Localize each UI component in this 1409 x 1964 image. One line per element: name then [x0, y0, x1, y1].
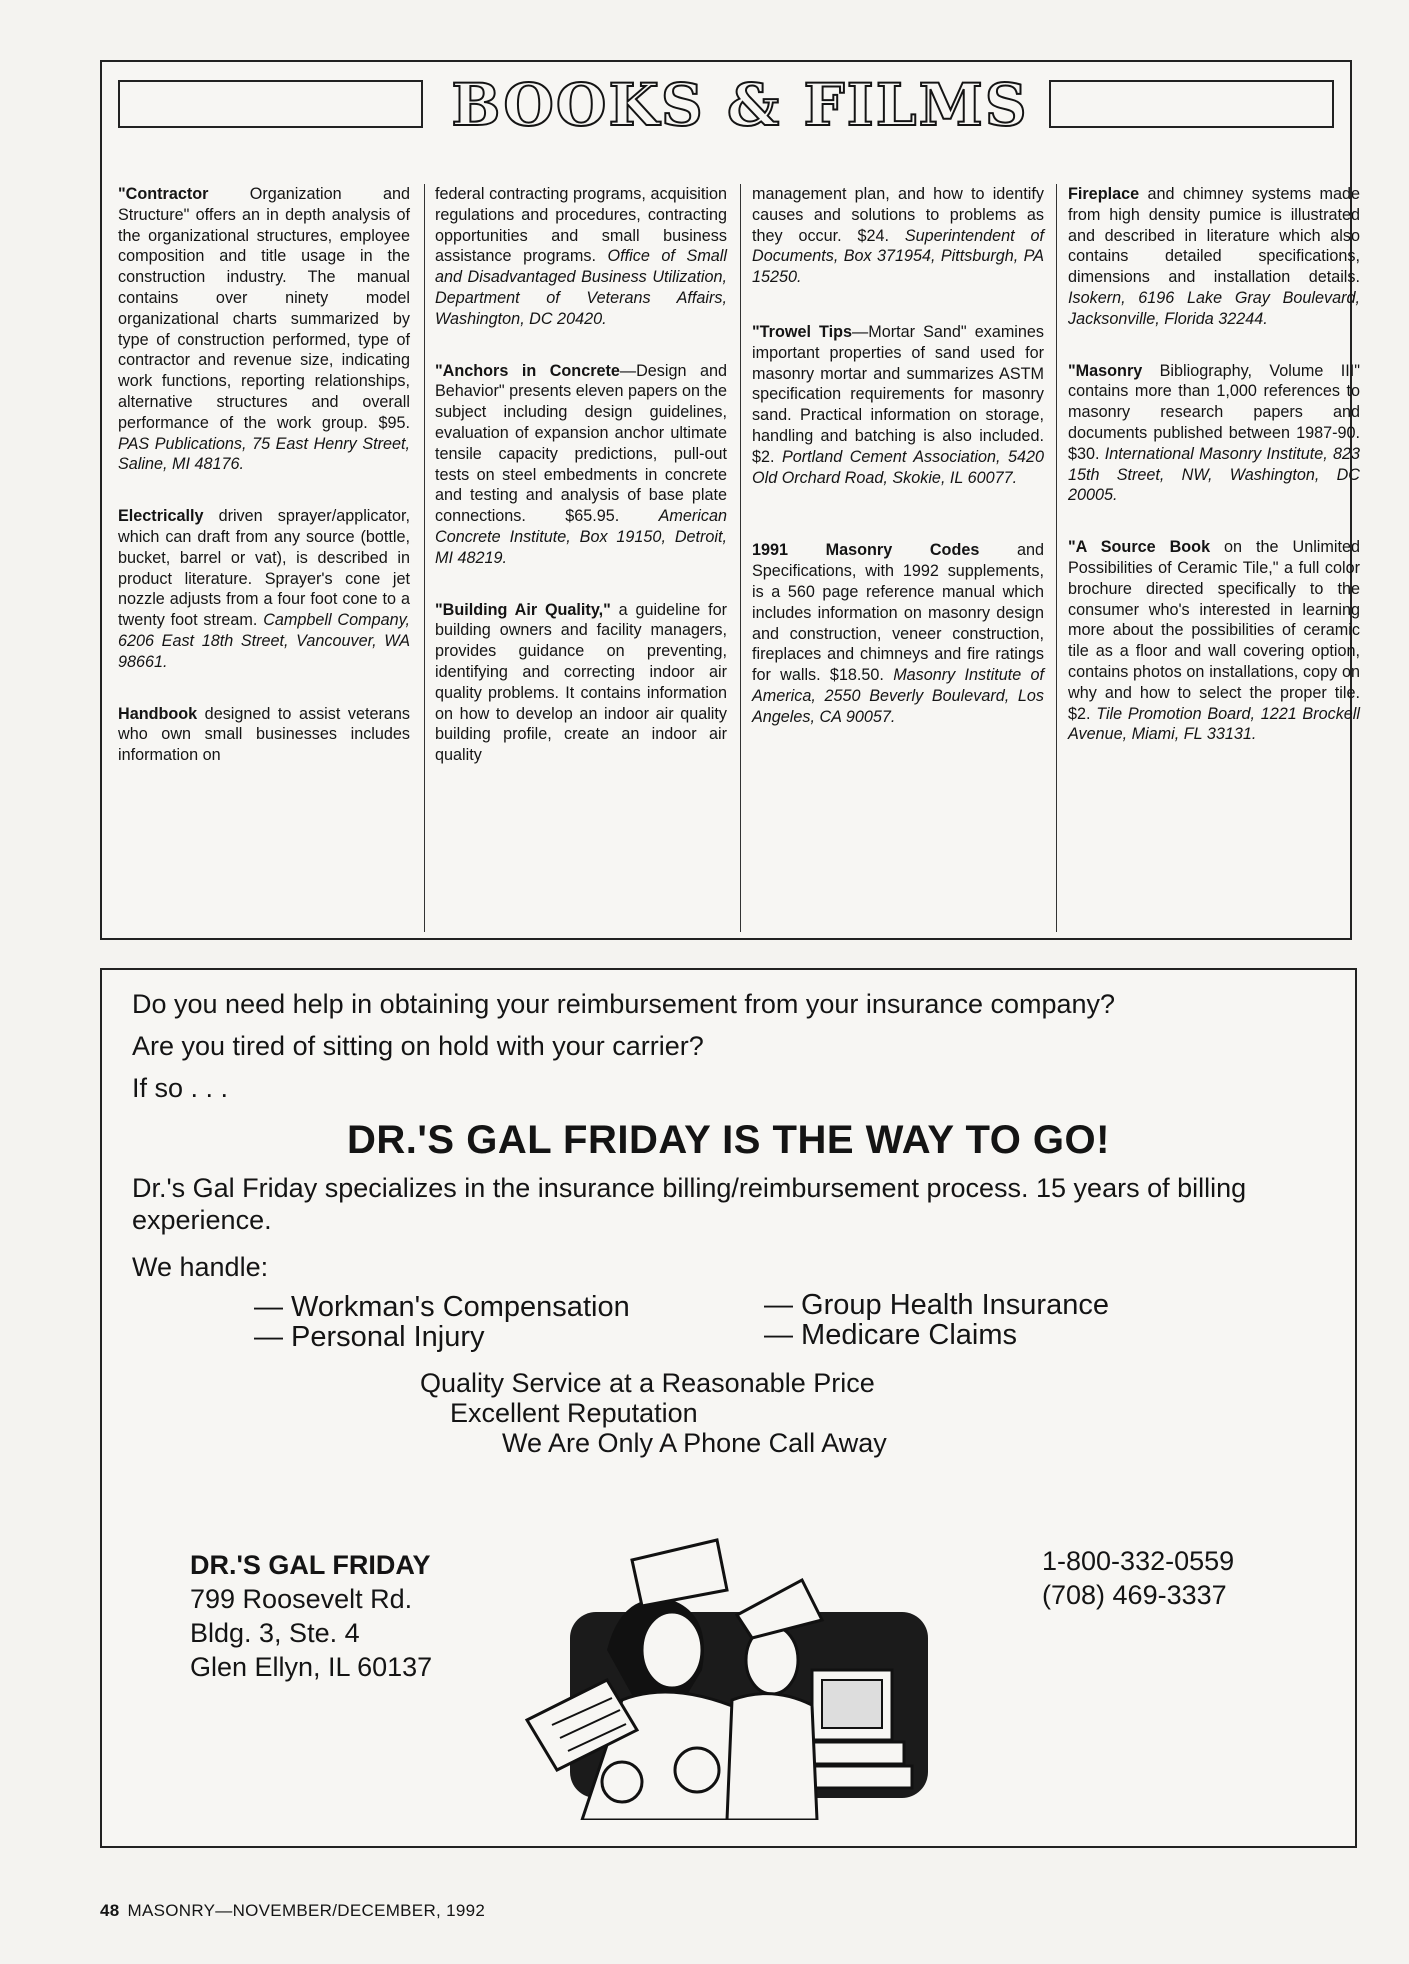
listing-body: and Specifications, with 1992 supplements, is a 560 page reference manual which includes information on masonry design and construction, veneer construction, fireplaces and chimneys and fire ratings for walls. $18.50.: [752, 541, 1044, 685]
listing-source: PAS Publications, 75 East Henry Street, Saline, MI 48176.: [118, 434, 410, 474]
listing-item: [435, 184, 727, 330]
listing-lead: "A Source Book: [1068, 538, 1211, 557]
address-line: Glen Ellyn, IL 60137: [190, 1652, 433, 1682]
listing-item: [752, 322, 1044, 488]
listing-source: Office of Small and Disadvantaged Business Utilization, Department of Veterans Affairs, Washington, DC 20420.: [435, 247, 727, 328]
listing-source: Campbell Company, 6206 East 18th Street, Vancouver, WA 98661.: [118, 611, 410, 671]
books-films-section: [100, 60, 1360, 940]
service-item: — Group Health Insurance: [764, 1289, 1109, 1321]
listing-item: [1068, 537, 1360, 745]
ad-we-handle: We handle:: [132, 1252, 269, 1282]
ad-question-1: Do you need help in obtaining your reimbursement from your insurance company?: [132, 989, 1116, 1019]
publication-info: MASONRY—NOVEMBER/DECEMBER, 1992: [127, 1901, 486, 1920]
listing-item: [435, 600, 727, 766]
listing-item: [1068, 361, 1360, 507]
listing-body: —Mortar Sand" examines important properties of sand used for masonry mortar and summarizes ASTM specification requirements for masonry sand. Practical information on storage, handling and batching is also included. $2.: [752, 322, 1044, 466]
listing-item: [118, 506, 410, 672]
header-rule-left: [118, 80, 423, 128]
column-3: [752, 184, 1044, 926]
listing-body: designed to assist veterans who own small businesses includes information on: [118, 704, 410, 765]
listing-item: [435, 361, 727, 569]
listing-source: Tile Promotion Board, 1221 Brockell Avenue, Miami, FL 33131.: [1068, 704, 1360, 744]
ad-description: Dr.'s Gal Friday specializes in the insurance billing/reimbursement process. 15 years of billing experience.: [132, 1173, 1247, 1235]
listing-body: and chimney systems made from high density pumice is illustrated and described in literature which also contains detailed specifications, dimensions and installation details.: [1068, 185, 1360, 287]
column-2: [435, 184, 727, 926]
column-divider: [1056, 184, 1057, 932]
listing-source: International Masonry Institute, 823 15th Street, NW, Washington, DC 20005.: [1068, 444, 1360, 505]
listing-source: Portland Cement Association, 5420 Old Orchard Road, Skokie, IL 60077.: [752, 447, 1044, 487]
business-name: DR.'S GAL FRIDAY: [190, 1550, 431, 1580]
listing-body: a guideline for building owners and facility managers, provides guidance on preventing, identifying and correcting indoor air quality problems. It contains information on how to develop an indoor air quality building profile, create an indoor air quality: [435, 600, 727, 765]
service-item: — Personal Injury: [254, 1321, 485, 1353]
listing-lead: 1991 Masonry Codes: [752, 541, 980, 560]
listing-source: Isokern, 6196 Lake Gray Boulevard, Jacksonville, Florida 32244.: [1068, 288, 1360, 328]
listing-source: Masonry Institute of America, 2550 Beverly Boulevard, Los Angeles, CA 90057.: [752, 666, 1044, 726]
tagline-line: Excellent Reputation: [450, 1398, 698, 1428]
listing-item: [752, 540, 1044, 727]
phone-number: 1-800-332-0559: [1042, 1546, 1235, 1576]
column-divider: [424, 184, 425, 932]
ad-headline: DR.'S GAL FRIDAY IS THE WAY TO GO!: [347, 1118, 1110, 1162]
service-item: — Medicare Claims: [764, 1319, 1017, 1351]
listing-source: Superintendent of Documents, Box 371954, Pittsburgh, PA 15250.: [752, 226, 1044, 287]
listing-body: driven sprayer/applicator, which can draft from any source (bottle, bucket, barrel or vat), is described in product literature. Sprayer's cone jet nozzle adjusts from a four foot cone to a twenty foot stream.: [118, 507, 410, 630]
listing-lead: "Anchors in Concrete: [435, 361, 620, 380]
listing-source: American Concrete Institute, Box 19150, Detroit, MI 48219.: [435, 507, 727, 567]
page-footer: [100, 1901, 485, 1921]
listing-lead: "Masonry: [1068, 361, 1143, 380]
listing-item: [118, 184, 410, 475]
listing-lead: Fireplace: [1068, 185, 1140, 203]
section-title: BOOKS & FILMS: [451, 71, 1029, 139]
nurses-computer-illustration: [512, 1520, 962, 1820]
service-item: — Workman's Compensation: [254, 1291, 630, 1323]
listing-item: [752, 184, 1044, 288]
page-number: 48: [100, 1901, 120, 1920]
ad-question-3: If so . . .: [132, 1073, 229, 1103]
business-address: [190, 1548, 432, 1684]
listing-body: management plan, and how to identify causes and solutions to problems as they occur. $24.: [752, 185, 1044, 245]
address-line: 799 Roosevelt Rd.: [190, 1584, 413, 1614]
header-rule-right: [1049, 80, 1334, 128]
listing-body: federal contracting programs, acquisition regulations and procedures, contracting opportunities and small business assistance programs.: [435, 185, 727, 266]
listing-body: on the Unlimited Possibilities of Ceramic Tile," a full color brochure directed specifically to the consumer who's interested in learning more about the possibilities of ceramic tile as a floor and wall covering option, contains photos on installations, copy on why and how to select the proper tile. $2.: [1068, 538, 1360, 723]
listing-body: —Design and Behavior" presents eleven papers on the subject including design guidelines, evaluation of expansion anchor ultimate tensile capacity predictions, pull-out tests on steel embedments in concrete and testing and analysis of base plate connections. $65.95.: [435, 361, 727, 526]
listing-body: Bibliography, Volume III" contains more than 1,000 references to masonry research papers and documents published between 1987-90. $30.: [1068, 361, 1360, 463]
listing-lead: "Building Air Quality,": [435, 600, 611, 619]
listing-item: [118, 704, 410, 766]
phone-number: (708) 469-3337: [1042, 1580, 1227, 1610]
listing-lead: Electrically: [118, 507, 204, 526]
listing-lead: Handbook: [118, 704, 198, 723]
phone-numbers: [1042, 1544, 1234, 1612]
ad-question-2: Are you tired of sitting on hold with your carrier?: [132, 1031, 704, 1061]
column-divider: [740, 184, 741, 932]
column-1: [118, 184, 410, 926]
listing-body: Organization and Structure" offers an in depth analysis of the organizational structures, employee composition and title usage in the construction industry. The manual contains over ninety model organizational charts summarized by type of construction performed, type of contractor and revenue size, indicating work functions, reporting relationships, alternative structures and overall performance of the work group. $95.: [118, 185, 410, 432]
listing-lead: "Trowel Tips: [752, 322, 853, 341]
listing-lead: "Contractor: [118, 185, 209, 203]
listing-item: [1068, 184, 1360, 330]
tagline-line: Quality Service at a Reasonable Price: [420, 1368, 875, 1398]
address-line: Bldg. 3, Ste. 4: [190, 1618, 360, 1648]
column-4: [1068, 184, 1360, 926]
tagline-line: We Are Only A Phone Call Away: [502, 1428, 887, 1458]
advertisement: [100, 968, 1357, 1848]
